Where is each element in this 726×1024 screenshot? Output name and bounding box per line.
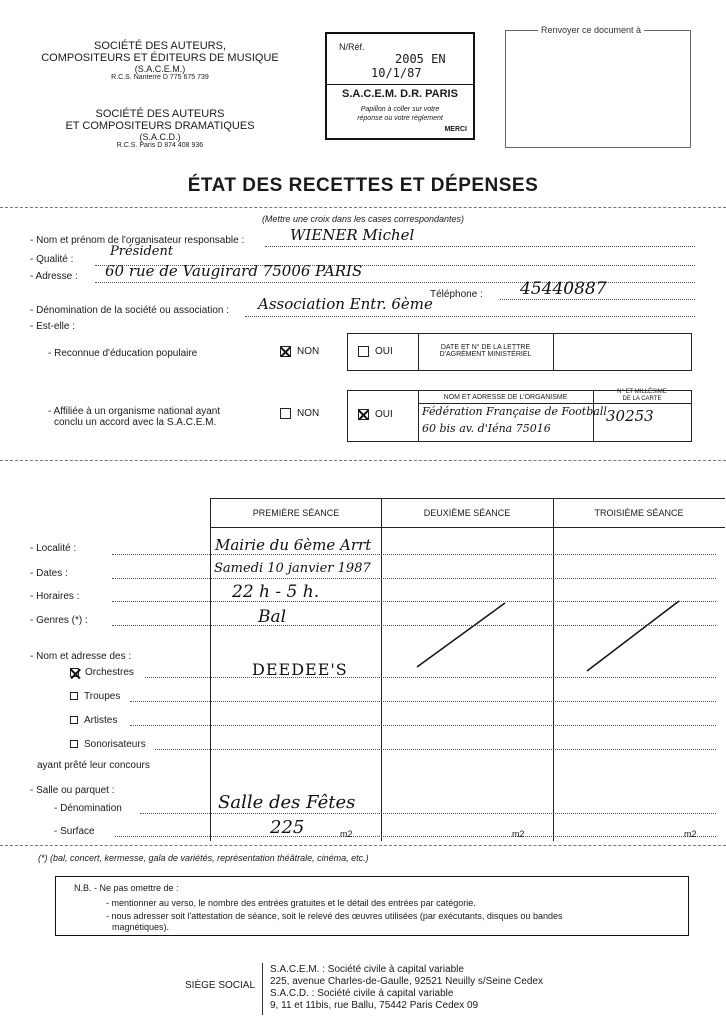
siege-label: SIÈGE SOCIAL <box>185 980 256 991</box>
troupes-checkbox[interactable] <box>70 692 78 700</box>
sacd-org-block <box>30 108 290 149</box>
reference-stamp <box>325 32 475 140</box>
card-header <box>593 389 691 403</box>
sacem-name-2: COMPOSITEURS ET ÉDITEURS DE MUSIQUE <box>41 52 279 64</box>
organizer-name-value[interactable]: WIENER Michel <box>290 226 415 244</box>
unit-first: m2 <box>340 829 353 839</box>
siege-line-4: 9, 11 et 11bis, rue Ballu, 75442 Paris Cedex 09 <box>270 1000 479 1011</box>
nb-box <box>55 876 689 936</box>
third-seance-strike <box>583 599 683 675</box>
genres-footnote: (*) (bal, concert, kermesse, gala de variétés, représentation théâtrale, cinéma, etc.) <box>38 853 369 863</box>
first-seance-header: PREMIÈRE SÉANCE <box>252 508 340 518</box>
card-value[interactable]: 30253 <box>606 407 654 425</box>
affiliation-non-option[interactable] <box>280 408 319 419</box>
nb-title: N.B. - Ne pas omettre de : <box>74 883 179 893</box>
education-non-option[interactable] <box>280 346 319 357</box>
est-elle-label: - Est-elle : <box>30 321 76 332</box>
orchestres-label: Orchestres <box>85 667 134 678</box>
sonorisateurs-option[interactable] <box>70 739 146 750</box>
stamp-thanks: MERCI <box>444 126 467 133</box>
education-non-text: NON <box>297 346 320 358</box>
affiliation-oui-option[interactable] <box>358 409 393 420</box>
sacd-abbrev: (S.A.C.D.) <box>139 132 181 142</box>
ref-label: N/Réf. <box>339 42 365 52</box>
affiliation-non-text: NON <box>297 408 320 420</box>
denomination-label: - Dénomination <box>54 803 122 814</box>
second-seance-strike <box>411 599 511 671</box>
org-header: NOM ET ADRESSE DE L'ORGANISME <box>443 394 568 401</box>
affiliation-label-2: conclu un accord avec la S.A.C.E.M. <box>54 417 217 428</box>
return-address-box <box>505 25 691 148</box>
first-surface-value[interactable]: 225 <box>270 817 305 838</box>
second-seance-header: DEUXIÈME SÉANCE <box>423 508 511 518</box>
siege-line-1: S.A.C.E.M. : Société civile à capital variable <box>270 964 464 975</box>
sonorisateurs-checkbox[interactable] <box>70 740 78 748</box>
troupes-label: Troupes <box>84 691 121 702</box>
sacd-rcs: R.C.S. Paris D 874 408 936 <box>116 142 204 149</box>
stamp-note-1: Papillon à coller sur votre <box>360 106 440 113</box>
nb-item-2b: magnétiques). <box>112 922 170 932</box>
genres-label: - Genres (*) : <box>30 615 88 626</box>
nb-item-2a: - nous adresser soit l'attestation de séance, soit le relevé des œuvres utilisées (par exécutants, disques ou bandes <box>106 911 563 921</box>
instruction: (Mettre une croix dans les cases correspondantes) <box>261 214 465 224</box>
affiliation-oui-checkbox[interactable] <box>358 409 369 420</box>
localite-label: - Localité : <box>30 543 77 554</box>
first-denomination-value[interactable]: Salle des Fêtes <box>218 792 356 813</box>
org-value-1[interactable]: Fédération Française de Football <box>422 405 607 418</box>
education-non-checkbox[interactable] <box>280 346 291 357</box>
sacem-abbrev: (S.A.C.E.M.) <box>134 64 186 74</box>
sacem-rcs: R.C.S. Nanterre D 775 675 739 <box>111 74 209 81</box>
sacem-name-1: SOCIÉTÉ DES AUTEURS, <box>93 40 227 52</box>
nom-adresse-label: - Nom et adresse des : <box>30 651 132 662</box>
education-oui-checkbox[interactable] <box>358 346 369 357</box>
dates-label: - Dates : <box>30 568 68 579</box>
ref-date: 10/1/87 <box>371 66 422 80</box>
siege-line-3: S.A.C.D. : Société civile à capital variable <box>270 988 454 999</box>
first-orchestres-value[interactable]: DEEDEE'S <box>252 660 348 679</box>
artistes-label: Artistes <box>84 715 118 726</box>
agrement-header <box>418 344 553 358</box>
phone-label: Téléphone : <box>430 289 483 300</box>
agrement-header-2: D'AGRÉMENT MINISTÉRIEL <box>439 351 532 358</box>
sacem-org-block <box>30 40 290 81</box>
quality-value[interactable]: Président <box>110 244 174 259</box>
ref-value: 2005 EN <box>395 52 446 66</box>
orchestres-checkbox[interactable] <box>70 668 79 677</box>
first-dates-value[interactable]: Samedi 10 janvier 1987 <box>214 561 371 576</box>
sacd-name-1: SOCIÉTÉ DES AUTEURS <box>95 108 225 120</box>
agrement-header-1: DATE ET N° DE LA LETTRE <box>440 344 531 351</box>
stamp-note-2: réponse ou votre règlement <box>357 115 443 122</box>
siege-line-2: 225, avenue Charles-de-Gaulle, 92521 Neuilly s/Seine Cedex <box>270 976 543 987</box>
salle-label: - Salle ou parquet : <box>30 785 115 796</box>
horaires-label: - Horaires : <box>30 591 80 602</box>
org-value-2[interactable]: 60 bis av. d'Iéna 75016 <box>422 422 551 435</box>
troupes-option[interactable] <box>70 691 120 702</box>
education-oui-text: OUI <box>375 346 393 358</box>
artistes-checkbox[interactable] <box>70 716 78 724</box>
organizer-name-label: - Nom et prénom de l'organisateur responsable : <box>30 235 245 246</box>
society-value[interactable]: Association Entr. 6ème <box>258 295 433 313</box>
third-seance-header: TROISIÈME SÉANCE <box>594 508 684 518</box>
first-genres-value[interactable]: Bal <box>258 607 287 627</box>
siege-address <box>270 964 543 1012</box>
office-name: S.A.C.E.M. D.R. PARIS <box>342 88 458 100</box>
quality-label: - Qualité : <box>30 254 74 265</box>
affiliation-label-1: - Affiliée à un organisme national ayant <box>48 406 221 417</box>
sacd-name-2: ET COMPOSITEURS DRAMATIQUES <box>65 120 255 132</box>
artistes-option[interactable] <box>70 715 117 726</box>
address-value[interactable]: 60 rue de Vaugirard 75006 PARIS <box>105 262 363 280</box>
page-title: ÉTAT DES RECETTES ET DÉPENSES <box>187 175 539 196</box>
orchestres-option[interactable] <box>70 667 134 678</box>
nb-item-1: - mentionner au verso, le nombre des entrées gratuites et le détail des entrées par catégorie. <box>106 898 476 908</box>
affiliation-oui-text: OUI <box>375 409 393 421</box>
sonorisateurs-label: Sonorisateurs <box>84 739 146 750</box>
unit-third: m2 <box>684 829 697 839</box>
surface-label: - Surface <box>54 826 95 837</box>
card-header-2: DE LA CARTE <box>622 396 662 402</box>
first-horaires-value[interactable]: 22 h - 5 h. <box>232 582 320 602</box>
affiliation-non-checkbox[interactable] <box>280 408 291 419</box>
society-label: - Dénomination de la société ou association : <box>30 305 230 316</box>
affiliation-org-box <box>347 390 692 442</box>
phone-value[interactable]: 45440887 <box>520 279 607 299</box>
education-agrement-box <box>347 333 692 371</box>
education-oui-option[interactable] <box>358 346 393 357</box>
first-localite-value[interactable]: Mairie du 6ème Arrt <box>215 536 372 554</box>
address-label: - Adresse : <box>30 271 78 282</box>
return-label: Renvoyer ce document à <box>538 25 644 35</box>
education-label: - Reconnue d'éducation populaire <box>48 348 198 359</box>
unit-second: m2 <box>512 829 525 839</box>
card-header-1: N° ET MILLÉSIME <box>617 389 667 395</box>
concours-label: ayant prêté leur concours <box>37 760 150 771</box>
